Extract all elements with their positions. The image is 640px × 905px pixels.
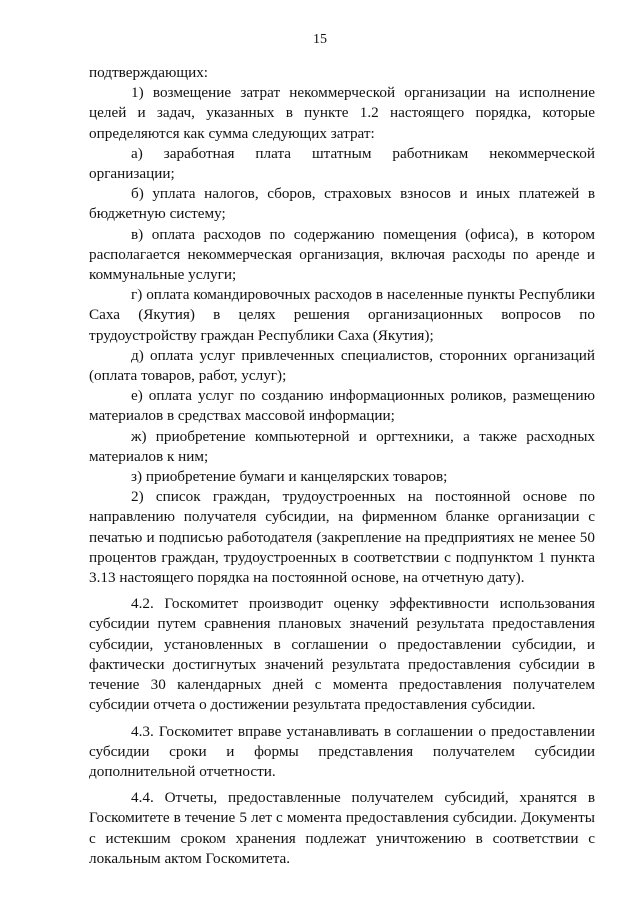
paragraph-item-2: 2) список граждан, трудоустроенных на постоянной основе по направлению получателя субсидии, на фирменном бланке организации с печатью и подписью работодателя (закрепление на предприятиях не менее 50 процентов граждан, трудоустроенных в соответствии с подпунктом 1 пункта 3.13 настоящего порядка на постоянной основе, на отчетную дату). — [89, 488, 595, 587]
paragraph-subitem-b: б) уплата налогов, сборов, страховых взносов и иных платежей в бюджетную систему; — [89, 185, 595, 223]
paragraph-4-2: 4.2. Госкомитет производит оценку эффективности использования субсидии путем сравнения плановых значений результата предоставления субсидии, установленных в соглашении о предоставлении субсидии, и фактически достигнутых значений результата предоставления субсидии в течение 30 календарных дней с момента предоставления получателем субсидии отчета о достижении результата предоставления субсидии. — [89, 595, 595, 714]
paragraph-subitem-z: з) приобретение бумаги и канцелярских товаров; — [131, 468, 448, 486]
paragraph-item-1: 1) возмещение затрат некоммерческой организации на исполнение целей и задач, указанных в пункте 1.2 настоящего порядка, которые определяются как сумма следующих затрат: — [89, 84, 595, 142]
paragraph-subitem-v: в) оплата расходов по содержанию помещения (офиса), в котором располагается некоммерческая организация, включая расходы по аренде и коммунальные услуги; — [89, 225, 595, 284]
paragraph-subitem-e: е) оплата услуг по созданию информационных роликов, размещению материалов в средствах массовой информации; — [89, 387, 595, 425]
paragraph-4-3: 4.3. Госкомитет вправе устанавливать в соглашении о предоставлении субсидии сроки и формы представления получателем субсидии дополнительной отчетности. — [89, 722, 595, 780]
paragraph-subitem-g: г) оплата командировочных расходов в населенные пункты Республики Саха (Якутия) в целях решения организационных вопросов по трудоустройству граждан Республики Саха (Якутия); — [89, 286, 595, 344]
paragraph-subitem-zh: ж) приобретение компьютерной и оргтехники, а также расходных материалов к ним; — [89, 427, 595, 465]
paragraph-4-4: 4.4. Отчеты, предоставленные получателем субсидий, хранятся в Госкомитете в течение 5 лет с момента предоставления субсидии. Документы с истекшим сроком хранения подлежат уничтожению в соответствии с локальным актом Госкомитета. — [89, 789, 595, 867]
paragraph-subitem-d: д) оплата услуг привлеченных специалистов, сторонних организаций (оплата товаров, работ, услуг); — [89, 346, 595, 385]
paragraph-subitem-a: а) заработная плата штатным работникам некоммерческой организации; — [89, 144, 595, 183]
paragraph-continuation: подтверждающих: — [89, 64, 209, 81]
page-number: 15 — [313, 32, 327, 47]
document-body — [89, 63, 595, 869]
